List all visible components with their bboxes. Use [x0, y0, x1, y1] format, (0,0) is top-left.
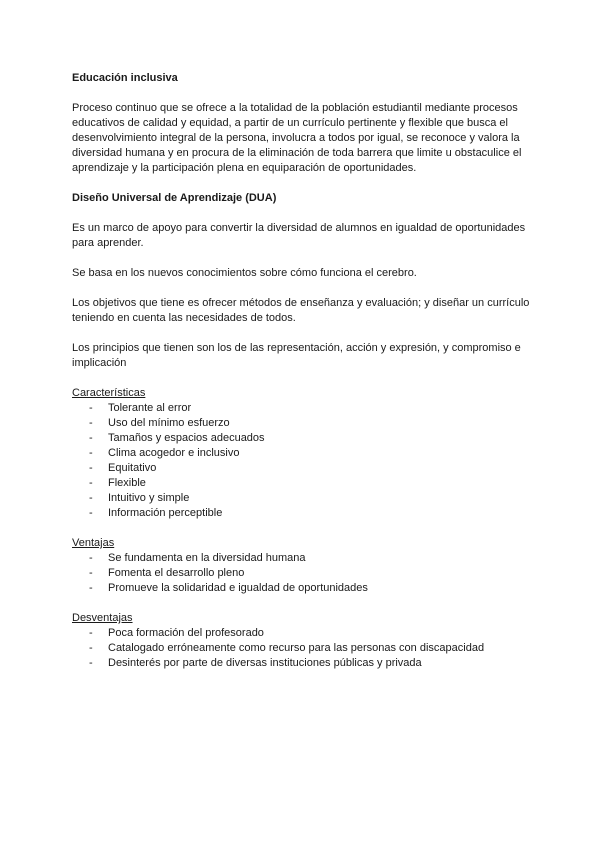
paragraph-objetivos: Los objetivos que tiene es ofrecer métodos de enseñanza y evaluación; y diseñar un currículo teniendo en cuenta las necesidades de todos. — [72, 297, 530, 324]
list-item — [72, 551, 532, 566]
list-caracteristicas — [72, 401, 532, 521]
dash-bullet: - — [89, 492, 93, 504]
list-item-text: Poca formación del profesorado — [108, 627, 264, 639]
dash-bullet: - — [89, 432, 93, 444]
heading-dua: Diseño Universal de Aprendizaje (DUA) — [72, 192, 277, 204]
list-item-text: Clima acogedor e inclusivo — [108, 447, 240, 459]
list-item — [72, 446, 532, 461]
list-item-text: Intuitivo y simple — [108, 492, 190, 504]
paragraph-principios: Los principios que tienen son los de las representación, acción y expresión, y compromiso e implicación — [72, 342, 521, 369]
list-item-text: Información perceptible — [108, 507, 223, 519]
dash-bullet: - — [89, 507, 93, 519]
dash-bullet: - — [89, 567, 93, 579]
list-item — [72, 431, 532, 446]
list-item-text: Se fundamenta en la diversidad humana — [108, 552, 306, 564]
list-item — [72, 656, 532, 671]
list-item-text: Uso del mínimo esfuerzo — [108, 417, 230, 429]
list-item-text: Tolerante al error — [108, 402, 192, 414]
dash-bullet: - — [89, 477, 93, 489]
list-item-text: Desinterés por parte de diversas instituciones públicas y privada — [108, 657, 422, 669]
paragraph-base: Se basa en los nuevos conocimientos sobre cómo funciona el cerebro. — [72, 267, 417, 279]
list-item — [72, 626, 532, 641]
dash-bullet: - — [89, 417, 93, 429]
list-item — [72, 476, 532, 491]
dash-bullet: - — [89, 447, 93, 459]
dash-bullet: - — [89, 642, 93, 654]
list-item-text: Promueve la solidaridad e igualdad de oportunidades — [108, 582, 368, 594]
list-item — [72, 581, 532, 596]
list-item — [72, 401, 532, 416]
list-item — [72, 416, 532, 431]
section-title-desventajas: Desventajas — [72, 612, 133, 624]
list-ventajas — [72, 551, 532, 596]
list-item-text: Equitativo — [108, 462, 157, 474]
dash-bullet: - — [89, 462, 93, 474]
list-item — [72, 506, 532, 521]
list-item — [72, 641, 532, 656]
section-title-caracteristicas: Características — [72, 387, 146, 399]
document-page — [72, 71, 532, 671]
list-item — [72, 461, 532, 476]
list-item — [72, 491, 532, 506]
list-item-text: Tamaños y espacios adecuados — [108, 432, 265, 444]
heading-educacion-inclusiva: Educación inclusiva — [72, 72, 178, 84]
paragraph-definicion: Proceso continuo que se ofrece a la totalidad de la población estudiantil mediante procesos educativos de calidad y equidad, a partir de un currículo pertinente y flexible que busca el desenvolvimiento integral de la persona, involucra a todos por igual, se reconoce y valora la diversidad humana y en procura de la eliminación de toda barrera que limite u obstaculice el aprendizaje y la participación plena en equiparación de oportunidades. — [72, 102, 522, 174]
list-item-text: Catalogado erróneamente como recurso para las personas con discapacidad — [108, 642, 485, 654]
list-item-text: Fomenta el desarrollo pleno — [108, 567, 245, 579]
list-item — [72, 566, 532, 581]
paragraph-marco: Es un marco de apoyo para convertir la diversidad de alumnos en igualdad de oportunidades para aprender. — [72, 222, 526, 249]
dash-bullet: - — [89, 582, 93, 594]
section-title-ventajas: Ventajas — [72, 537, 115, 549]
list-desventajas — [72, 626, 532, 671]
list-item-text: Flexible — [108, 477, 146, 489]
dash-bullet: - — [89, 552, 93, 564]
dash-bullet: - — [89, 657, 93, 669]
dash-bullet: - — [89, 402, 93, 414]
dash-bullet: - — [89, 627, 93, 639]
